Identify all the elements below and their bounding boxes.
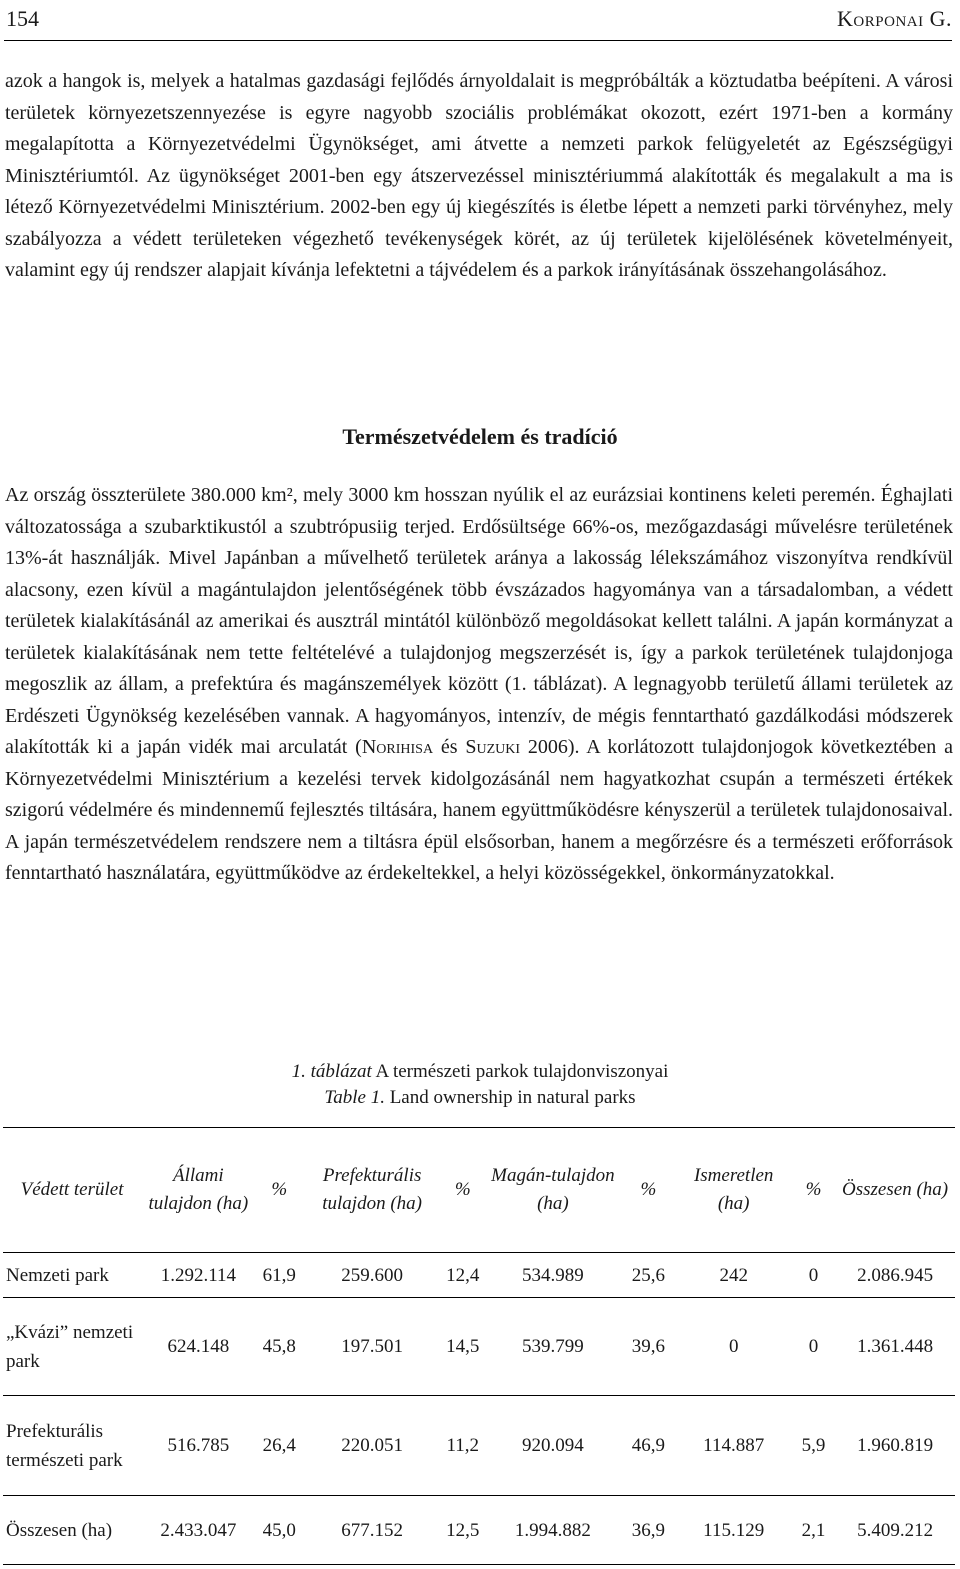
table-cell: 0	[792, 1298, 835, 1396]
table-cell: 242	[675, 1253, 792, 1298]
col-header-prefectural-ownership: Prefekturális tulajdon (ha)	[303, 1128, 441, 1253]
table-cell: 516.785	[141, 1396, 255, 1496]
table-cell: 197.501	[303, 1298, 441, 1396]
table-row	[3, 1396, 955, 1496]
table-cell: 2.433.047	[141, 1496, 255, 1565]
col-header-protected-area: Védett terület	[3, 1128, 141, 1253]
page-header	[4, 2, 952, 41]
col-header-state-ownership: Állami tulajdon (ha)	[141, 1128, 255, 1253]
table-cell: 259.600	[303, 1253, 441, 1298]
table-cell: 39,6	[621, 1298, 675, 1396]
col-header-prefectural-percent: %	[441, 1128, 484, 1253]
table-caption-en-label: Table 1.	[324, 1087, 385, 1108]
table-row-total	[3, 1496, 955, 1565]
table-cell: 1.292.114	[141, 1253, 255, 1298]
table-cell: 2,1	[792, 1496, 835, 1565]
body-paragraph-2	[5, 480, 953, 890]
table-cell: 46,9	[621, 1396, 675, 1496]
table-caption-en-text: Land ownership in natural parks	[384, 1087, 636, 1108]
table-cell: 14,5	[441, 1298, 484, 1396]
table-cell: 115.129	[675, 1496, 792, 1565]
row-label: Összesen (ha)	[3, 1496, 141, 1565]
table-cell: 1.361.448	[835, 1298, 955, 1396]
running-head-author: Korponai G.	[837, 6, 952, 31]
col-header-total: Összesen (ha)	[835, 1128, 955, 1253]
table-cell: 2.086.945	[835, 1253, 955, 1298]
table-cell: 0	[675, 1298, 792, 1396]
table-cell: 624.148	[141, 1298, 255, 1396]
table-cell: 220.051	[303, 1396, 441, 1496]
col-header-unknown-percent: %	[792, 1128, 835, 1253]
body-paragraph-1: azok a hangok is, melyek a hatalmas gazdasági fejlődés árnyoldalait is megpróbálták a köztudatba beépíteni. A városi területek környezetszennyezése is egyre nagyobb szociális problémákat okozott, ezért 1971-ben a kormány megalapította a Környezetvédelmi Ügynökséget, ami átvette a nemzeti parkok felügyeletét az Egészségügyi Minisztériumtól. Az ügynökséget 2001-ben egy átszervezéssel minisztériummá alakították és megalakult a ma is létező Környezetvédelmi Minisztérium. 2002-ben egy új kiegészítés is életbe lépett a nemzeti parki törvényhez, mely szabályozza a védett területeken végezhető tevékenységek körét, az új területek kijelölésének követelményeit, valamint egy új rendszer alapjait kívánja lefektetni a tájvédelem és a parkok irányításának összehangolásához.	[5, 70, 953, 281]
table-cell: 539.799	[484, 1298, 621, 1396]
table-cell: 12,4	[441, 1253, 484, 1298]
citation-author-1: Norihisa	[361, 736, 434, 758]
row-label: Nemzeti park	[3, 1253, 141, 1298]
table-cell: 920.094	[484, 1396, 621, 1496]
table-row	[3, 1298, 955, 1396]
col-header-unknown: Ismeretlen (ha)	[675, 1128, 792, 1253]
table-caption-english	[0, 1087, 960, 1109]
table-caption-hungarian	[0, 1061, 960, 1083]
row-label: „Kvázi” nemzeti park	[3, 1298, 141, 1396]
table-header-row	[3, 1128, 955, 1253]
citation-author-2: Suzuki	[465, 736, 521, 758]
table-cell: 114.887	[675, 1396, 792, 1496]
col-header-private-ownership: Magán-tulajdon (ha)	[484, 1128, 621, 1253]
table-cell: 12,5	[441, 1496, 484, 1565]
land-ownership-table	[3, 1127, 955, 1565]
table-cell: 25,6	[621, 1253, 675, 1298]
table-row	[3, 1253, 955, 1298]
table-cell: 26,4	[256, 1396, 303, 1496]
paragraph-2-text-a: Az ország összterülete 380.000 km², mely 3000 km hosszan nyúlik el az eurázsiai kontinens keleti peremén. Éghajlati változatossága a szubarktikustól a szubtrópusiig terjed. Erdősültsége 66%-os, mezőgazdasági művelésre területének 13%-át használják. Mivel Japánban a művelhető területek aránya a lakosság lélekszámához viszonyítva rendkívül alacsony, ezen kívül a magántulajdon jelentőségének több évszázados hagyománya van a társadalomban, a védett területek kialakításánál az amerikai és ausztrál mintától különböző megoldásokat kellett találni. A japán kormányzat a területek kialakításának nem tette feltételévé a tulajdonjog megszerzését is, így a parkok területének tulajdonjoga megoszlik az állam, a prefektúra és magánszemélyek között (1. táblázat). A legnagyobb területű állami területek az Erdészeti Ügynökség kezelésében vannak. A hagyományos, intenzív, de mégis fenntartható gazdálkodási módszerek alakították ki a japán vidék mai arculatát (	[5, 484, 953, 758]
table-caption-hu-text: A természeti parkok tulajdonviszonyai	[371, 1061, 669, 1082]
table-cell: 45,0	[256, 1496, 303, 1565]
table-cell: 61,9	[256, 1253, 303, 1298]
table-cell: 45,8	[256, 1298, 303, 1396]
table-cell: 0	[792, 1253, 835, 1298]
table-cell: 1.960.819	[835, 1396, 955, 1496]
table-cell: 36,9	[621, 1496, 675, 1565]
table-caption-hu-label: 1. táblázat	[291, 1061, 372, 1082]
table-cell: 1.994.882	[484, 1496, 621, 1565]
col-header-state-percent: %	[256, 1128, 303, 1253]
section-title: Természetvédelem és tradíció	[342, 424, 618, 449]
paragraph-2-text-b: 2006). A korlátozott tulajdonjogok következtében a Környezetvédelmi Minisztérium a kezelési tervek kidolgozásánál nem hagyatkozhat csupán a természeti értékek szigorú védelmére és mindennemű fejlesztés tiltására, hanem együttműködésre kényszerül a területek tulajdonosaival. A japán természetvédelem rendszere nem a tiltásra épül elsősorban, hanem a megőrzésre és a természeti erőforrások fenntartható használatára, együttműködve az érdekeltekkel, a helyi közösségekkel, önkormányzatokkal.	[5, 736, 953, 884]
table-cell: 5,9	[792, 1396, 835, 1496]
page-number: 154	[6, 6, 39, 31]
table-cell: 11,2	[441, 1396, 484, 1496]
table-cell: 677.152	[303, 1496, 441, 1565]
table-cell: 5.409.212	[835, 1496, 955, 1565]
table-cell: 534.989	[484, 1253, 621, 1298]
citation-conjunction: és	[433, 736, 466, 758]
col-header-private-percent: %	[621, 1128, 675, 1253]
row-label: Prefekturális természeti park	[3, 1396, 141, 1496]
